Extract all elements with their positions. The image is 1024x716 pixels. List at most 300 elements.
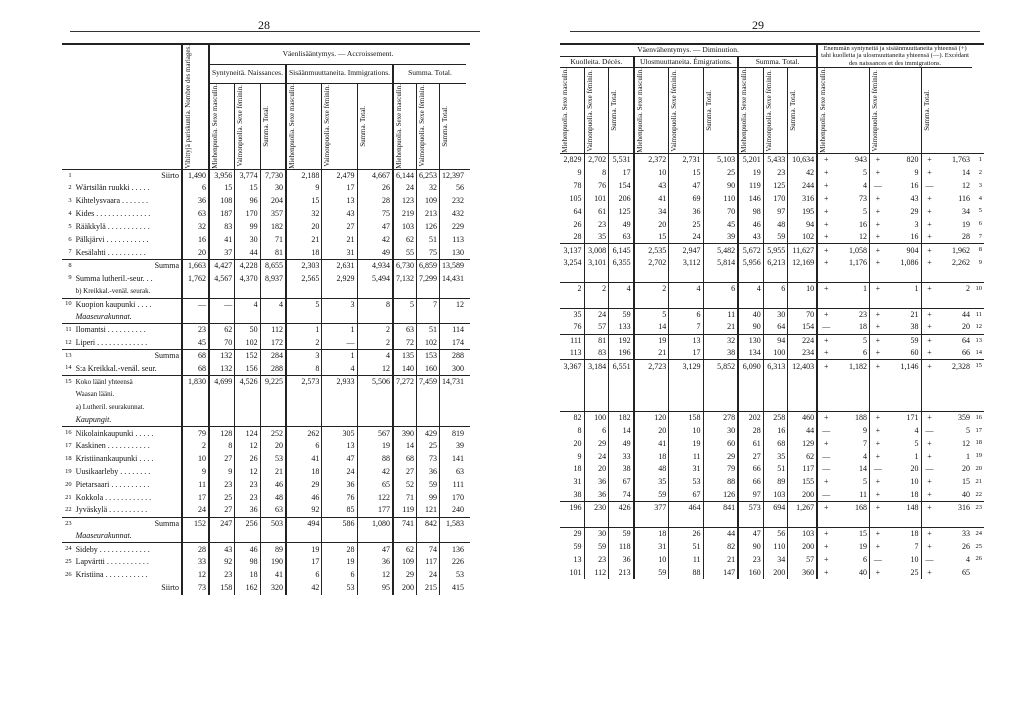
cell-value: 15 [962, 477, 970, 487]
cell-value: 40 [738, 308, 763, 321]
sign-mark [921, 270, 937, 283]
cell-value: 36 [235, 504, 260, 517]
cell-value: 158 [209, 582, 235, 595]
row-label: Summa [154, 261, 180, 271]
cell-value: 122 [357, 491, 393, 504]
cell-value: 195 [788, 205, 817, 218]
table-row [62, 311, 470, 324]
cell-value: 23 [858, 310, 867, 320]
cell-value: 359 [958, 413, 970, 423]
cell-value: 81 [260, 246, 286, 259]
row-label: a) Lutheril. seurakunnat. [75, 403, 145, 412]
cell-value [609, 373, 634, 386]
cell-value [209, 530, 235, 543]
cell-value [322, 530, 357, 543]
cell-value: 4 [914, 425, 919, 435]
cell-value: 20 [584, 463, 609, 476]
col-female: Vaimonpuolia. Sexe féminin. [764, 69, 773, 152]
table-row [560, 218, 984, 231]
cell-value [634, 295, 669, 308]
cell-value [357, 388, 393, 401]
sign-mark: — [822, 451, 831, 461]
col-total: Summa. Total. [441, 105, 449, 147]
cell-value: 29 [910, 206, 919, 216]
cell-value: 162 [235, 582, 260, 595]
row-number [62, 311, 74, 324]
sign-mark: + [921, 244, 937, 257]
row-number: 2 [978, 168, 982, 176]
cell-value: 68 [393, 453, 417, 466]
cell-value: 28 [573, 232, 582, 242]
cell-value [763, 399, 788, 412]
page-number-left: 28 [258, 18, 270, 32]
cell-value: 1,146 [900, 361, 919, 371]
cell-value: 19 [322, 556, 357, 569]
table-row [560, 424, 984, 437]
cell-value: 92 [209, 556, 235, 569]
cell-value: 135 [393, 350, 417, 363]
cell-value: 28 [962, 232, 970, 242]
cell-value: 9 [862, 425, 867, 435]
cell-value: 7,730 [260, 169, 286, 182]
cell-value: 136 [440, 543, 467, 556]
row-label: Summa [154, 518, 180, 528]
cell-value: 103 [788, 528, 817, 541]
row-number: 26 [65, 570, 72, 578]
cell-value: 14,731 [440, 375, 467, 388]
cell-value [235, 530, 260, 543]
cell-value: 262 [286, 427, 322, 440]
cell-value: 7,459 [417, 375, 440, 388]
cell-value: 1 [322, 350, 357, 363]
row-number: 25 [65, 558, 72, 566]
cell-value: 146 [738, 192, 763, 205]
cell-value [393, 311, 417, 324]
cell-value: 52 [393, 478, 417, 491]
cell-value: 89 [260, 543, 286, 556]
row-number: 1 [978, 156, 982, 164]
cell-value: 30 [235, 234, 260, 247]
cell-value: 160 [738, 566, 763, 579]
diminution-header: Väenvähentymys. — Diminution. [560, 44, 817, 56]
sign-mark: + [823, 232, 829, 242]
cell-value: 55 [393, 246, 417, 259]
cell-value: 20 [962, 322, 970, 332]
sign-mark: + [823, 503, 829, 513]
cell-value: 172 [260, 337, 286, 350]
sign-mark: + [823, 477, 829, 487]
cell-value [609, 386, 634, 399]
col-male: Miehenpuolia. Sexe masculin. [210, 83, 219, 169]
cell-value [788, 399, 817, 412]
cell-value [763, 270, 788, 283]
sign-mark: + [869, 218, 885, 231]
cell-value: 20 [286, 221, 322, 234]
cell-value: 53 [440, 569, 467, 582]
cell-value: 21 [322, 234, 357, 247]
sign-mark: + [869, 231, 885, 244]
cell-value: 114 [440, 324, 467, 337]
sign-mark: + [921, 476, 937, 489]
cell-value: 11 [703, 308, 738, 321]
sign-mark: + [921, 566, 937, 579]
cell-value: 41 [260, 569, 286, 582]
row-label: Kesälahti . . . . . . . . . . [75, 247, 146, 257]
cell-value: 5,506 [357, 375, 393, 388]
table-row [560, 270, 984, 283]
sign-mark: + [823, 193, 829, 203]
cell-value: 132 [209, 362, 235, 375]
table-row [62, 246, 470, 259]
cell-value: 9 [182, 466, 209, 479]
row-number [972, 515, 984, 528]
cell-value: 21 [634, 347, 669, 360]
cell-value [703, 515, 738, 528]
table-row [560, 257, 984, 270]
cell-value: 4,526 [235, 375, 260, 388]
cell-value: 38 [573, 490, 582, 500]
cell-value: 841 [703, 502, 738, 515]
cell-value [322, 414, 357, 427]
cell-value: 4 [966, 554, 970, 564]
cell-value: 68 [182, 350, 209, 363]
cell-value: 92 [286, 504, 322, 517]
table-row [560, 231, 984, 244]
sign-mark: + [823, 541, 829, 551]
table-row [560, 399, 984, 412]
col-male: Miehenpuolia. Sexe masculin. [287, 83, 296, 169]
cell-value: 24 [584, 308, 609, 321]
cell-value: 48 [763, 218, 788, 231]
sign-mark: + [869, 334, 885, 347]
cell-value: 12 [357, 362, 393, 375]
cell-value [937, 386, 972, 399]
row-number: 18 [65, 454, 72, 462]
cell-value: 12 [962, 438, 970, 448]
cell-value: 2,723 [634, 360, 669, 373]
cell-value: 14,431 [440, 272, 467, 285]
cell-value: 133 [609, 321, 634, 334]
cell-value: 64 [763, 321, 788, 334]
cell-value: 152 [235, 350, 260, 363]
cell-value: 7,132 [393, 272, 417, 285]
cell-value: 83 [209, 221, 235, 234]
cell-value: 18 [235, 569, 260, 582]
cell-value [235, 311, 260, 324]
cell-value: 59 [634, 566, 669, 579]
cell-value: 109 [417, 195, 440, 208]
table-row [62, 388, 470, 401]
sign-mark: + [921, 540, 937, 553]
cell-value [417, 388, 440, 401]
cell-value: 36 [584, 489, 609, 502]
cell-value: 1,182 [848, 361, 867, 371]
cell-value: 23 [209, 478, 235, 491]
cell-value: 36 [584, 476, 609, 489]
cell-value: 125 [609, 205, 634, 218]
cell-value: 3,137 [563, 245, 582, 255]
cell-value: 36 [357, 556, 393, 569]
cell-value: 5 [862, 206, 867, 216]
cell-value: 134 [738, 347, 763, 360]
cell-value [763, 295, 788, 308]
cell-value [788, 515, 817, 528]
cell-value: 1 [322, 324, 357, 337]
sign-mark [869, 295, 885, 308]
cell-value: 51 [417, 324, 440, 337]
sign-mark: + [869, 476, 885, 489]
row-number: 3 [68, 197, 72, 205]
cell-value: 288 [440, 350, 467, 363]
sign-mark: — [869, 553, 885, 566]
cell-value [763, 386, 788, 399]
cell-value: 360 [788, 566, 817, 579]
sign-mark: + [921, 321, 937, 334]
cell-value: 29 [393, 569, 417, 582]
cell-value: 128 [209, 427, 235, 440]
cell-value: 147 [703, 566, 738, 579]
table-row [560, 566, 984, 579]
cell-value: 174 [440, 337, 467, 350]
cell-value: 4,228 [235, 259, 260, 272]
row-number: 10 [975, 285, 982, 293]
cell-value: 10,634 [788, 154, 817, 167]
row-number: 4 [68, 209, 72, 217]
cell-value: 6,090 [738, 360, 763, 373]
cell-value: 4 [235, 298, 260, 311]
cell-value: 56 [440, 182, 467, 195]
cell-value: 75 [357, 208, 393, 221]
cell-value: 90 [738, 540, 763, 553]
cell-value: 20 [910, 464, 919, 474]
sign-mark [817, 386, 834, 399]
cell-value: 24 [669, 231, 703, 244]
cell-value: 6,313 [763, 360, 788, 373]
cell-value: 23 [738, 553, 763, 566]
cell-value: 12 [858, 232, 867, 242]
cell-value [440, 388, 467, 401]
cell-value: 2 [357, 337, 393, 350]
cell-value: 19 [669, 437, 703, 450]
table-row [560, 244, 984, 257]
cell-value: 94 [763, 334, 788, 347]
cell-value [286, 530, 322, 543]
cell-value: 7,299 [417, 272, 440, 285]
table-row [62, 582, 470, 595]
cell-value: 1,763 [952, 155, 970, 165]
sign-mark: + [921, 528, 937, 541]
row-number [62, 401, 74, 414]
cell-value: 38 [609, 463, 634, 476]
row-label: b) Kreikkal.-venäl. seurak. [75, 286, 151, 295]
cell-value: 2 [286, 337, 322, 350]
row-label: Summa [154, 351, 180, 361]
cell-value: 5,531 [609, 154, 634, 167]
sign-mark: + [921, 502, 937, 515]
cell-value [393, 530, 417, 543]
cell-value: 206 [609, 192, 634, 205]
cell-value: 1,058 [848, 245, 867, 255]
row-number: 11 [975, 310, 982, 318]
cell-value: 47 [357, 221, 393, 234]
sign-mark: — [822, 425, 831, 435]
table-row [62, 234, 470, 247]
cell-value: 694 [763, 502, 788, 515]
cell-value: 19 [357, 440, 393, 453]
sign-mark [869, 386, 885, 399]
cell-value: 113 [440, 234, 467, 247]
table-row [62, 221, 470, 234]
row-number-header [972, 44, 984, 154]
sign-mark: + [869, 321, 885, 334]
row-number [972, 295, 984, 308]
cell-value [669, 399, 703, 412]
cell-value: 129 [788, 437, 817, 450]
cell-value: 42 [357, 466, 393, 479]
cell-value: 12 [440, 298, 467, 311]
row-number: 9 [978, 258, 982, 266]
cell-value: — [322, 337, 357, 350]
cell-value: 258 [763, 411, 788, 424]
sign-mark: + [869, 347, 885, 360]
cell-value [235, 285, 260, 298]
cell-value [886, 386, 921, 399]
cell-value [357, 414, 393, 427]
cell-value: 126 [417, 221, 440, 234]
cell-value: 16 [910, 180, 919, 190]
cell-value: 85 [322, 504, 357, 517]
cell-value: 18 [910, 529, 919, 539]
cell-value [584, 386, 609, 399]
cell-value: 23 [584, 553, 609, 566]
table-row [62, 427, 470, 440]
cell-value: 11 [669, 553, 703, 566]
cell-value: 47 [738, 528, 763, 541]
sign-mark: + [921, 231, 937, 244]
cell-value: 415 [440, 582, 467, 595]
table-row [62, 285, 470, 298]
cell-value: 2,929 [322, 272, 357, 285]
row-label: Nikolainkaupunki . . . . . [75, 428, 154, 438]
cell-value: 31 [573, 477, 582, 487]
cell-value: 25 [209, 491, 235, 504]
total-header: Summa. Total. [393, 64, 466, 83]
cell-value [440, 285, 467, 298]
cell-value: 26 [573, 219, 582, 229]
cell-value [669, 515, 703, 528]
cell-value: 69 [669, 192, 703, 205]
sign-mark: + [823, 155, 829, 165]
cell-value: 305 [322, 427, 357, 440]
cell-value: 30 [763, 308, 788, 321]
cell-value: 10 [182, 453, 209, 466]
cell-value: 1,490 [182, 169, 209, 182]
cell-value: 62 [209, 324, 235, 337]
sign-mark [817, 515, 834, 528]
sign-mark: — [822, 490, 831, 500]
row-label: S:a Kreikkal.-venäl. seur. [75, 363, 157, 373]
cell-value: 12 [357, 569, 393, 582]
row-number: 6 [978, 220, 982, 228]
cell-value [584, 515, 609, 528]
cell-value: 27 [738, 450, 763, 463]
row-number: 25 [975, 542, 982, 550]
cell-value: 19 [858, 541, 867, 551]
table-row [62, 195, 470, 208]
cell-value: 71 [260, 234, 286, 247]
cell-value: 5 [914, 438, 919, 448]
cell-value: 12 [235, 466, 260, 479]
table-row [560, 463, 984, 476]
cell-value: 586 [322, 517, 357, 530]
sign-mark: + [823, 361, 829, 371]
cell-value: 1,080 [357, 517, 393, 530]
table-row [560, 192, 984, 205]
row-number: 14 [975, 348, 982, 356]
sign-mark [817, 399, 834, 412]
cell-value: 67 [609, 476, 634, 489]
sign-mark: + [869, 424, 885, 437]
cell-value: 152 [182, 517, 209, 530]
cell-value: 119 [393, 504, 417, 517]
cell-value: 23 [182, 324, 209, 337]
cell-value: 32 [417, 182, 440, 195]
cell-value: 168 [854, 503, 867, 513]
cell-value: 12 [235, 440, 260, 453]
sign-mark: — [869, 179, 885, 192]
cell-value: 112 [260, 324, 286, 337]
row-number: 3 [978, 181, 982, 189]
table-row [62, 440, 470, 453]
cell-value: 5 [286, 298, 322, 311]
cell-value: 2,573 [286, 375, 322, 388]
cell-value: 5 [862, 168, 867, 177]
cell-value: 35 [763, 450, 788, 463]
cell-value: 1,086 [900, 258, 919, 268]
sign-mark: + [921, 154, 937, 167]
table-row [62, 401, 470, 414]
sign-mark: + [869, 502, 885, 515]
cell-value: 13 [669, 334, 703, 347]
row-number [972, 270, 984, 283]
cell-value: 256 [235, 517, 260, 530]
cell-value: 38 [910, 322, 919, 332]
table-row [560, 179, 984, 192]
cell-value: 170 [763, 192, 788, 205]
cell-value: 41 [286, 453, 322, 466]
row-number: 1 [68, 171, 72, 179]
cell-value: 4,427 [209, 259, 235, 272]
table-row [62, 556, 470, 569]
cell-value [886, 373, 921, 386]
cell-value [322, 285, 357, 298]
cell-value: 43 [209, 543, 235, 556]
cell-value: 6 [286, 569, 322, 582]
cell-value: 14 [858, 464, 867, 474]
sign-mark: + [869, 167, 885, 180]
cell-value: 11,627 [788, 244, 817, 257]
cell-value: 15 [669, 167, 703, 180]
cell-value: 8,655 [260, 259, 286, 272]
cell-value: 196 [569, 503, 582, 513]
cell-value: 7,272 [393, 375, 417, 388]
cell-value [322, 311, 357, 324]
cell-value: 819 [440, 427, 467, 440]
row-number: 19 [975, 452, 982, 460]
col-male: Miehenpuolia. Sexe masculin. [635, 68, 644, 154]
cell-value: 15 [209, 182, 235, 195]
cell-value [182, 414, 209, 427]
